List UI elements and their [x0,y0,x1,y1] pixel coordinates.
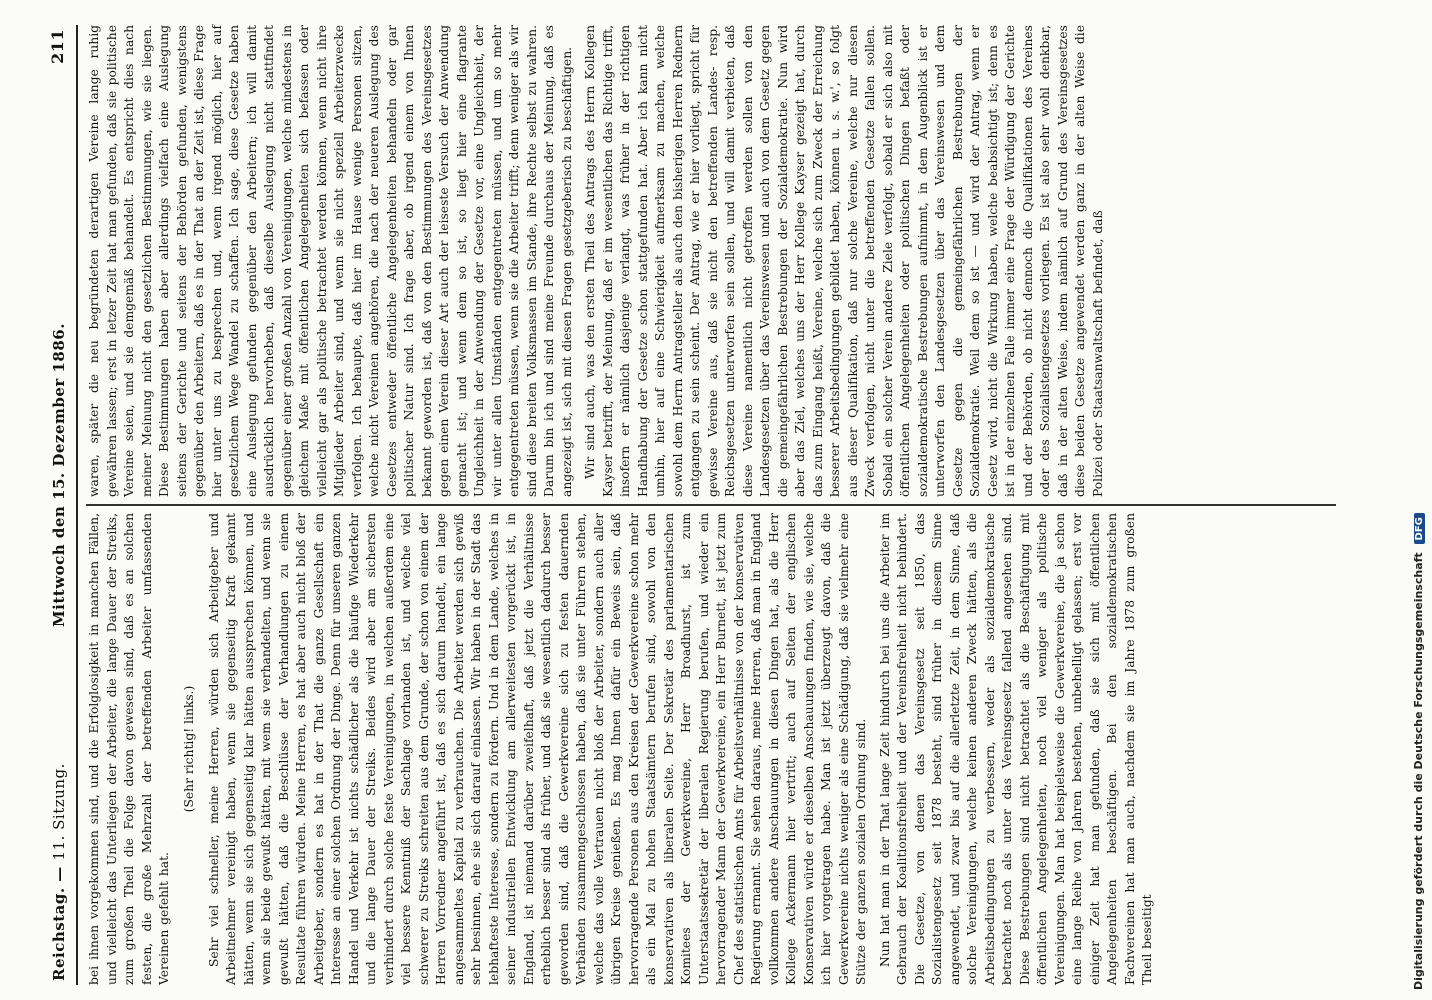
paragraph: Wir sind auch, was den ersten Theil des Antrags des Herrn Kollegen Kayser betrifft, der Meinung, daß er im wesentlichen das Richtige trifft, insofern er nämlich dasjenige verlangt, was früher in der richtigen Handhabung der Gesetze schon stattgefunden hat. Aber ich kann nicht umhin, hier auf eine Schwierigkeit aufmerksam zu machen, welche sowohl dem Herrn Antragsteller als auch den bisherigen Herren Rednern entgangen zu sein scheint. Der Antrag, wie er hier vorliegt, spricht für gewisse Vereine aus, daß sie nicht den betreffenden Landes- resp. Reichsgesetzen unterworfen sein sollen, und will damit verbieten, daß diese Vereine namentlich nicht getroffen werden sollen von den Landesgesetzen über das Vereinswesen und auch von dem Gesetz gegen die gemeingefährlichen Bestrebungen der Sozialdemokratie. Nun wird aber das Ziel, welches uns der Herr Kollege Kayser gezeigt hat, durch das zum Eingang heißt, Vereine, welche sich zum Zweck der Erreichung besserer Arbeitsbedingungen gebildet haben, können u. s. w.', so folgt aus dieser Qualifikation, daß nur solche Vereine, welche nur diesen Zweck verfolgen, nicht unter die betreffenden Gesetze fallen sollen. Sobald ein solcher Verein andere Ziele verfolgt, sobald er sich also mit öffentlichen Angelegenheiten oder politischen Dingen befaßt oder sozialdemokratische Bestrebungen aufnimmt, in dem Augenblick ist er unterworfen den Landesgesetzen über das Vereinswesen und dem Gesetze gegen die gemeingefährlichen Bestrebungen der Sozialdemokratie. Weil dem so ist — und wird der Antrag, wenn er Gesetz wird, nicht die Wirkung haben, welche beabsichtigt ist; denn es ist in der einzelnen Falle immer eine Frage der Würdigung der Gerichte und der Behörden, ob nicht dennoch die Qualifikationen des Vereines oder des Sozialistengesetzes vorliegen. Es ist also sehr wohl denkbar, daß in der alten Weise, indem nämlich auf Grund des Vereinsgesetzes diese beiden Gesetze angewendet werden ganz in der alten Weise die Polizei oder Staatsanwaltschaft befindet, daß [583,25,1105,497]
column-divider [86,504,1336,506]
header-left: Reichstag. — 11. Sitzung. [50,763,68,981]
dfg-logo: DFG [1414,513,1425,544]
page-number: 211 [48,29,67,64]
paragraph: Nun hat man in der That lange Zeit hindurch bei uns die Arbeiter im Gebrauch der Koalitionsfreiheit und der Vereinsfreiheit nicht behindert. Die Gesetze, von denen das Vereinsgesetz seit 1850, das Sozialistengesetz seit 1878 besteht, sind früher in diesem Sinne angewendet, und zwar bis auf die allerletzte Zeit, in dem Sinne, daß solche Vereinigungen, welche keinen anderen Zweck hätten, als die Arbeitsbedingungen zu verbessern, weder als sozialdemokratische betrachtet noch als unter das Vereinsgesetz fallend angesehen sind. Diese Bestrebungen sind nicht betrachtet als die Beschäftigung mit öffentlichen Angelegenheiten, noch viel weniger als politische Vereinigungen. Man hat beispielsweise die Gewerkvereine, die ja schon eine lange Reihe von Jahren bestehen, unbehelligt gelassen; erst vor einiger Zeit hat man gefunden, daß sie sich mit öffentlichen Angelegenheiten beschäftigen. Bei den sozialdemokratischen Fachvereinen hat man auch, nachdem sie im Jahre 1878 zum großen Theil beseitigt [877,513,1154,985]
interjection: (Sehr richtig! links.) [181,685,196,813]
text-column-left [86,513,1366,985]
rotated-page-content [46,25,1376,985]
digitization-credit [1412,10,1430,990]
credit-text: Digitalisierung gefördert durch die Deutsche Forschungsgemeinschaft [1412,552,1425,990]
text-column-right [86,25,1366,497]
running-header [46,25,72,985]
paragraph: bei ihnen vorgekommen sind, und die Erfolglosigkeit in manchen Fällen, und vielleicht das Unterliegen der Arbeiter, die lange Dauer der Streiks, zum großen Theil die Folge davon gewesen sind, daß es an solchen festen, die große Mehrzahl der betreffenden Arbeiter umfassenden Vereinen gefehlt hat. [87,513,171,985]
header-session: 11. Sitzung. [50,763,68,861]
paragraph: Sehr viel schneller, meine Herren, würden sich Arbeitgeber und Arbeitnehmer vereinigt haben, wenn sie gegenseitig Kraft gekannt hätten, wenn sie sich gegenseitig klar hätten aussprechen können, und wenn sie beide gewußt hätten, mit wem sie verhandelten, und wenn sie gewußt hätten, daß die Beschlüsse der Verhandlungen zu einem Resultate führen würden. Meine Herren, es hat aber auch nicht bloß der Arbeitgeber, sondern es hat in der That die ganze Gesellschaft ein Interesse an einer solchen Ordnung der Dinge. Denn für unseren ganzen Handel und Verkehr ist nichts schädlicher als die häufige Wiederkehr und die lange Dauer der Streiks. Beides wird aber am sichersten verhindert durch solche feste Vereinigungen, in welchen außerdem eine viel bessere Kenntniß der Sachlage vorhanden ist, und welche viel schwerer zu Streiks schreiten aus dem Grunde, der schon von einem der Herren Vorredner angeführt ist, daß es sich darum handelt, ein lange angesammeltes Kapital zu verbrauchen. Die Arbeiter werden sich gewiß sehr besinnen, ehe sie sich darauf einlassen. Wir haben in der Stadt das lebhafteste Interesse, sondern zu fördern. Und in dem Lande, welches in seiner industriellen Entwicklung am allerweitesten vorgerückt ist, in England, ist niemand darüber zweifelhaft, daß jetzt die Verhältnisse erheblich besser sind als früher, und daß sie wesentlich dadurch besser geworden sind, daß die Gewerkvereine sich zu festen dauernden Verbänden zusammengeschlossen haben, daß sie unter Führern stehen, welche das volle Vertrauen nicht bloß der Arbeiter, sondern auch aller übrigen Kreise genießen. Es mag Ihnen dafür ein Beweis sein, daß hervorragende Personen aus den Kreisen der Gewerkvereine schon mehr als ein Mal zu hohen Staatsämtern berufen sind, sowohl von den konservativen als liberalen Seite. Der Sekretär des parlamentarischen Komitees der Gewerkvereine, Herr Broadhurst, ist zum Unterstaatssekretär der liberalen Regierung berufen, und wieder ein hervorragender Mann der Gewerkvereine, ein Herr Burnett, ist jetzt zum Chef des statistischen Amts für Arbeitsverhältnisse von der konservativen Regierung ernannt. Sie sehen daraus, meine Herren, daß man in England vollkommen andere Anschauungen in diesen Dingen hat, als die Herr Kollege Ackermann hier vertritt; auch auf Seiten der englischen Konservativen würde er dieselben Anschauungen finden, wie sie, welche ich hier vorgetragen habe. Man ist jetzt überzeugt davon, daß die Gewerkvereine nichts weniger als eine Schädigung, daß sie vielmehr eine Stütze der ganzen sozialen Ordnung sind. [206,513,868,985]
paragraph: waren, später die neu begründeten derartigen Vereine lange ruhig gewähren lassen; erst in letzer Zeit hat man gefunden, daß sie politische Vereine seien, und sie demgemäß behandelt. Es entspricht dies nach meiner Meinung nicht den gesetzlichen Bestimmungen, wie sie liegen. Diese Bestimmungen haben aber allerdings vielfach eine Auslegung seitens der Gerichte und seitens der Behörden gefunden, wenigstens gegenüber den Arbeitern, daß es in der That an der Zeit ist, diese Frage hier unter uns zu besprechen und, wenn irgend möglich, hier auf gesetzlichem Wege Wandel zu schaffen. Ich sage, diese Gesetze haben eine Auslegung gefunden gegenüber den Arbeitern; ich will damit ausdrücklich hervorheben, daß dieselbe Auslegung nicht stattfindet gegenüber einer großen Anzahl von Vereinigungen, welche mindestens in gleichem Maße mit öffentlichen Angelegenheiten sich befassen oder vielleicht gar als politische betrachtet werden können, wenn nicht ihre Mitglieder Arbeiter sind, und wenn sie nicht speziell Arbeiterzwecke verfolgen. Ich behaupte, daß hier im Hause wenige Personen sitzen, welche nicht Vereinen angehören, die nach der neueren Auslegung des Gesetzes entweder öffentliche Angelegenheiten behandeln oder gar politischer Natur sind. Ich frage aber, ob irgend einem von Ihnen bekannt geworden ist, daß von den Bestimmungen des Vereinsgesetzes gegen einen Verein dieser Art auch der leiseste Versuch der Anwendung gemacht ist; und wenn dem so ist, so liegt hier eine flagrante Ungleichheit in der Anwendung der Gesetze vor, eine Ungleichheit, der wir unter allen Umständen entgegentreten müssen, und um so mehr entgegentreten müssen, wenn sie die Arbeiter trifft; denn weniger als wir sind diese breiten Volksmassen im Stande, ihre Rechte selbst zu wahren. Darum bin ich und sind meine Freunde durchaus der Meinung, daß es angezeigt ist, sich mit diesen Fragen gesetzgeberisch zu beschäftigen. [87,25,574,497]
header-rule [76,25,78,985]
header-date: Mittwoch den 15. Dezember 1886. [50,323,68,627]
header-title: Reichstag. [50,887,68,981]
